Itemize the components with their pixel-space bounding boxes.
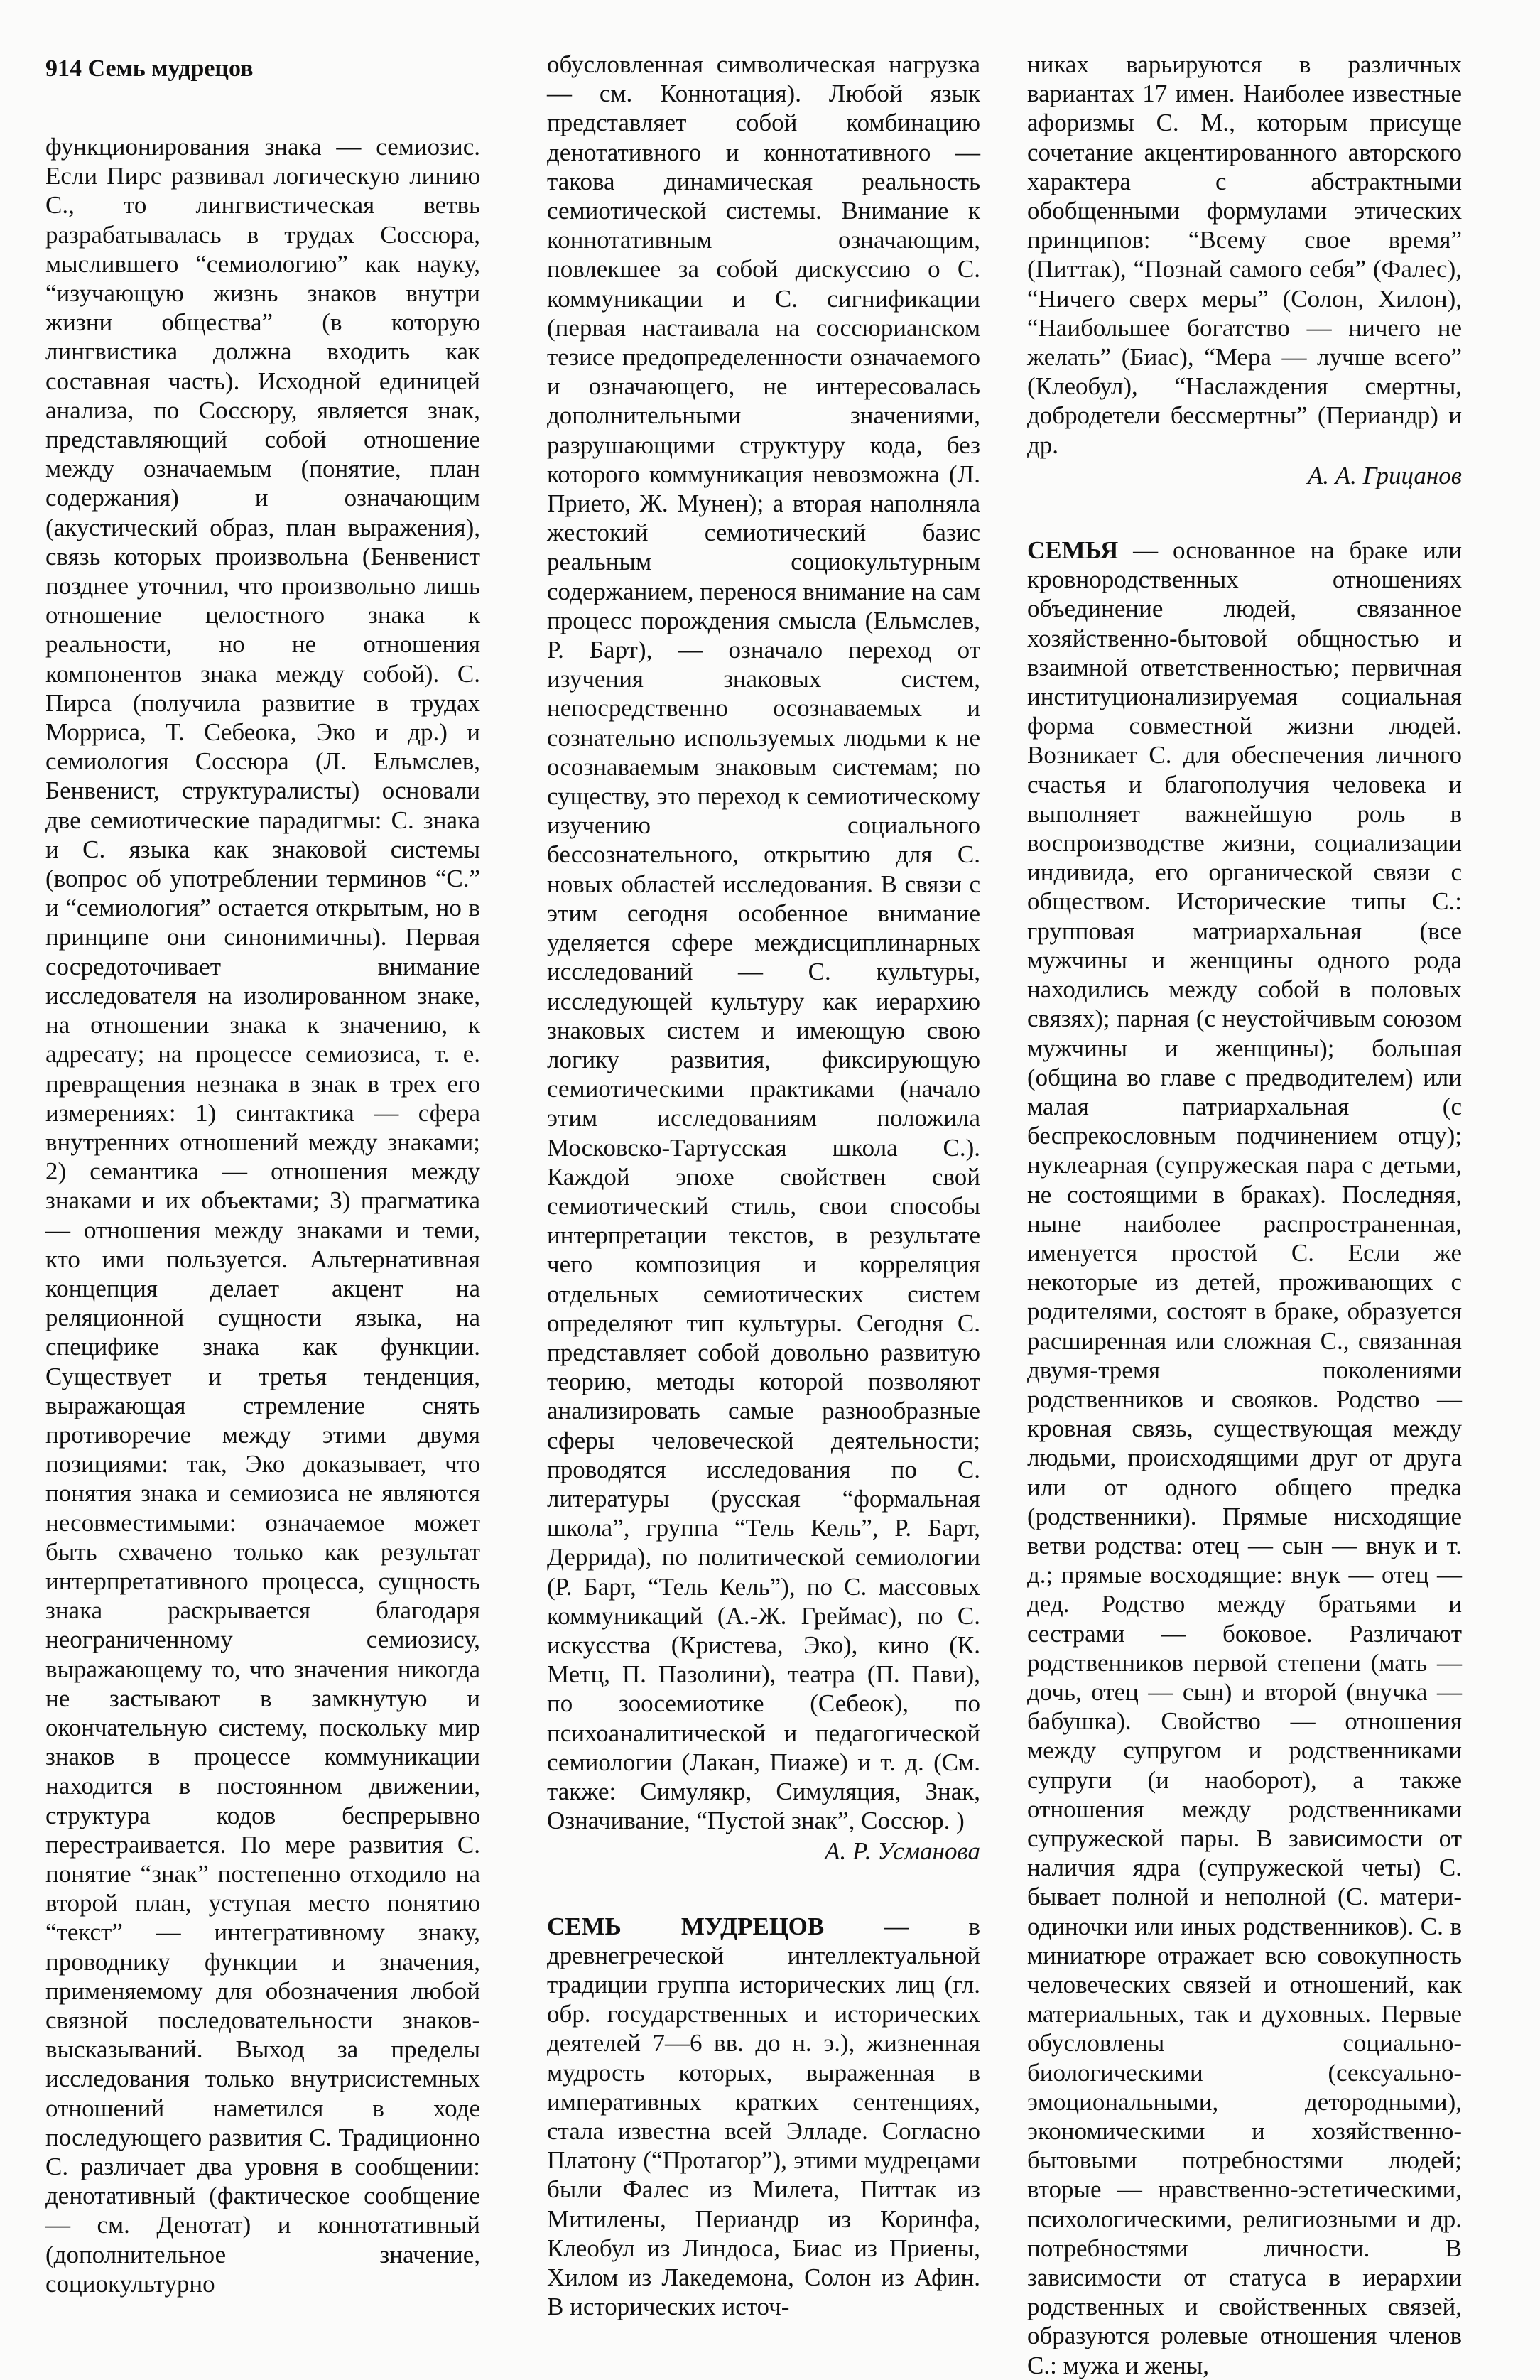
article-body-text: функционирования знака — семиозис. Если Пирс развивал логическую линию С., то лингвистическая ветвь разрабатывалась в трудах Соссюра, мыслившего “семиологию” как науку, “изучающую жизнь знаков внутри жизни общества” (в которую лингвистика должна входить как составная часть). Исходной единицей анализа, по Соссюру, является знак, представляющий собой отношение между означаемым (понятие, план содержания) и означающим (акустический образ, план выражения), связь которых произвольна (Бенвенист позднее уточнил, что произвольно лишь отношение целостного знака к реальности, но не отношения компонентов знака между собой). С. Пирса (получила развитие в трудах Морриса, Т. Себеока, Эко и др.) и семиология Соссюра (Л. Ельмслев, Бенвенист, структуралисты) основали две семиотические парадигмы: С. знака и С. языка как знаковой системы (вопрос об употреблении терминов “С.” и “семиология” остается открытым, но в принципе они синонимичны). Первая сосредоточивает внимание исследователя на изолированном знаке, на отношении знака к значению, к адресату; на процессе семиозиса, т. е. превращения незнака в знак в трех его измерениях: 1) синтактика — сфера внутренних отношений между знаками; 2) семантика — отношения между знаками и их объектами; 3) прагматика — отношения между знаками и теми, кто ими пользуется. Альтернативная концепция делает акцент на реляционной сущности языка, на специфике знака как функции. Существует и третья тенденция, выражающая стремление снять противоречие между этими двумя позициями: так, Эко доказывает, что понятия знака и семиозиса не являются несовместимыми: означаемое может быть схвачено только как результат интерпретативного процесса, сущность знака раскрывается благодаря неограниченному семиозису, выражающему то, что значения никогда не застывают в замкнутую и окончательную систему, поскольку мир знаков в процессе коммуникации находится в постоянном движении, структура кодов беспрерывно перестраивается. По мере развития С. понятие “знак” постепенно отходило на второй план, уступая место понятию “текст” — интегративному знаку, проводнику функции и значения, применяемому для обозначения любой связной последовательности знаков-высказываний. Выход за пределы исследования только внутрисистемных отношений наметился в ходе последующего развития С. Традиционно С. различает два уровня в сообщении: денотативный (фактическое сообщение — см. Денотат) и коннотативный (дополнительное значение, социокультурно [45,133,480,2298]
running-header [45,55,254,82]
entry-title: СЕМЬ МУДРЕЦОВ [547,1912,825,1940]
entry-title: СЕМЬЯ [1027,536,1119,565]
column-1 [45,132,480,2298]
article-body-text: обусловленная символическая нагрузка — см. Коннотация). Любой язык представляет собой комбинацию денотативного и коннотативного — такова динамическая реальность семиотической системы. Внимание к коннотативным означающим, повлекшее за собой дискуссию о С. коммуникации и С. сигнификации (первая настаивала на соссюрианском тезисе предопределенности означаемого и означающего, не интересовалась дополнительными значениями, разрушающими структуру кода, без которого коммуникация невозможна (Л. Прието, Ж. Мунен); а вторая наполняла жестокий семиотический базис реальным социокультурным содержанием, перенося внимание на сам процесс порождения смысла (Ельмслев, Р. Барт), — означало переход от изучения знаковых систем, непосредственно осознаваемых и сознательно используемых людьми к не осознаваемым знаковым системам; по существу, это переход к семиотическому изучению социального бессознательного, открытию для С. новых областей исследования. В связи с этим сегодня особенное внимание уделяется сфере междисциплинарных исследований — С. культуры, исследующей культуру как иерархию знаковых систем и имеющую свою логику развития, фиксирующую семиотическими практиками (начало этим исследованиям положила Московско-Тартусская школа С.). Каждой эпохе свойствен свой семиотический стиль, свои способы интерпретации текстов, в результате чего композиция и корреляция отдельных семиотических систем определяют тип культуры. Сегодня С. представляет собой довольно развитую теорию, методы которой позволяют анализировать самые разнообразные сферы человеческой деятельности; проводятся исследования по С. литературы (русская “формальная школа”, группа “Тель Кель”, Р. Барт, Деррида), по политической семиологии (Р. Барт, “Тель Кель”), по С. массовых коммуникаций (А.-Ж. Греймас), по С. искусства (Кристева, Эко), кино (К. Метц, П. Пазолини), театра (П. Пави), по зоосемиотике (Себеок), по психоаналитической и педагогической семиологии (Лакан, Пиаже) и т. д. (См. также: Симулякр, Симуляция, Знак, Означивание, “Пустой знак”, Соссюр. ) [547,50,980,1835]
running-title: Семь мудрецов [87,55,254,82]
entry-text: — в древнегреческой интеллектуальной традиции группа исторических лиц (гл. обр. государственных и исторических деятелей 7—6 вв. до н. э.), жизненная мудрость которых, выраженная в императивных кратких сентенциях, стала известна всей Элладе. Согласно Платону (“Протагор”), этими мудрецами были Фалес из Милета, Питтак из Митилены, Периандр из Коринфа, Клеобул из Линдоса, Биас из Приены, Хилом из Лакедемона, Солон из Афин. В исторических источ- [547,1912,980,2321]
column-3 [1027,50,1462,2380]
page-number: 914 [45,55,82,82]
article-body-text: никах варьируются в различных вариантах 17 имен. Наиболее известные афоризмы С. М., которым присуще сочетание акцентированного авторского характера с абстрактными обобщенными формулами этических принципов: “Всему свое время” (Питтак), “Познай самого себя” (Фалес), “Ничего сверх меры” (Солон, Хилон), “Наибольшее богатство — ничего не желать” (Биас), “Мера — лучше всего” (Клеобул), “Наслаждения смертны, добродетели бессмертны” (Периандр) и др. [1027,50,1462,459]
author-signature: А. Р. Усманова [825,1837,980,1866]
entry-family [1027,536,1462,2380]
entry-seven-sages [547,1912,980,2322]
column-2 [547,50,980,2321]
author-signature: А. А. Грицанов [1307,461,1462,489]
entry-text: — основанное на браке или кровнородственных отношениях объединение людей, связанное хозяйственно-бытовой общностью и взаимной ответственностью; первичная институционализируемая социальная форма совместной жизни людей. Возникает С. для обеспечения личного счастья и благополучия человека и выполняет важнейшую роль в воспроизводстве жизни, социализации индивида, его органической связи с обществом. Исторические типы С.: групповая матриархальная (все мужчины и женщины одного рода находились между собой в половых связях); парная (с неустойчивым союзом мужчины и женщины); большая (община во главе с предводителем) или малая патриархальная (с беспрекословным подчинением отцу); нуклеарная (супружеская пара с детьми, не состоящими в браках). Последняя, ныне наиболее распространенная, именуется простой С. Если же некоторые из детей, проживающих с родителями, состоят в браке, образуется расширенная или сложная С., связанная двумя-тремя поколениями родственников и свояков. Родство — кровная связь, существующая между людьми, происходящими друг от друга или от одного общего предка (родственники). Прямые нисходящие ветви родства: отец — сын — внук и т. д.; прямые восходящие: внук — отец — дед. Родство между братьями и сестрами — боковое. Различают родственников первой степени (мать — дочь, отец — сын) и второй (внучка — бабушка). Свойство — отношения между супругом и родственниками супруги (и наоборот), а также отношения между родственниками супружеской пары. В зависимости от наличия ядра (супружеской четы) С. бывает полной и неполной (С. матери-одиночки или иных родственников). С. в миниатюре отражает всю совокупность человеческих связей и отношений, как материальных, так и духовных. Первые обусловлены социально-биологическими (сексуально-эмоциональными, детородными), экономическими и хозяйственно-бытовыми потребностями людей; вторые — нравственно-эстетическими, психологическими, религиозными и др. потребностями личности. В зависимости от статуса в иерархии родственных и свойственных связей, образуются ролевые отношения членов С.: мужа и жены, [1027,536,1462,2379]
